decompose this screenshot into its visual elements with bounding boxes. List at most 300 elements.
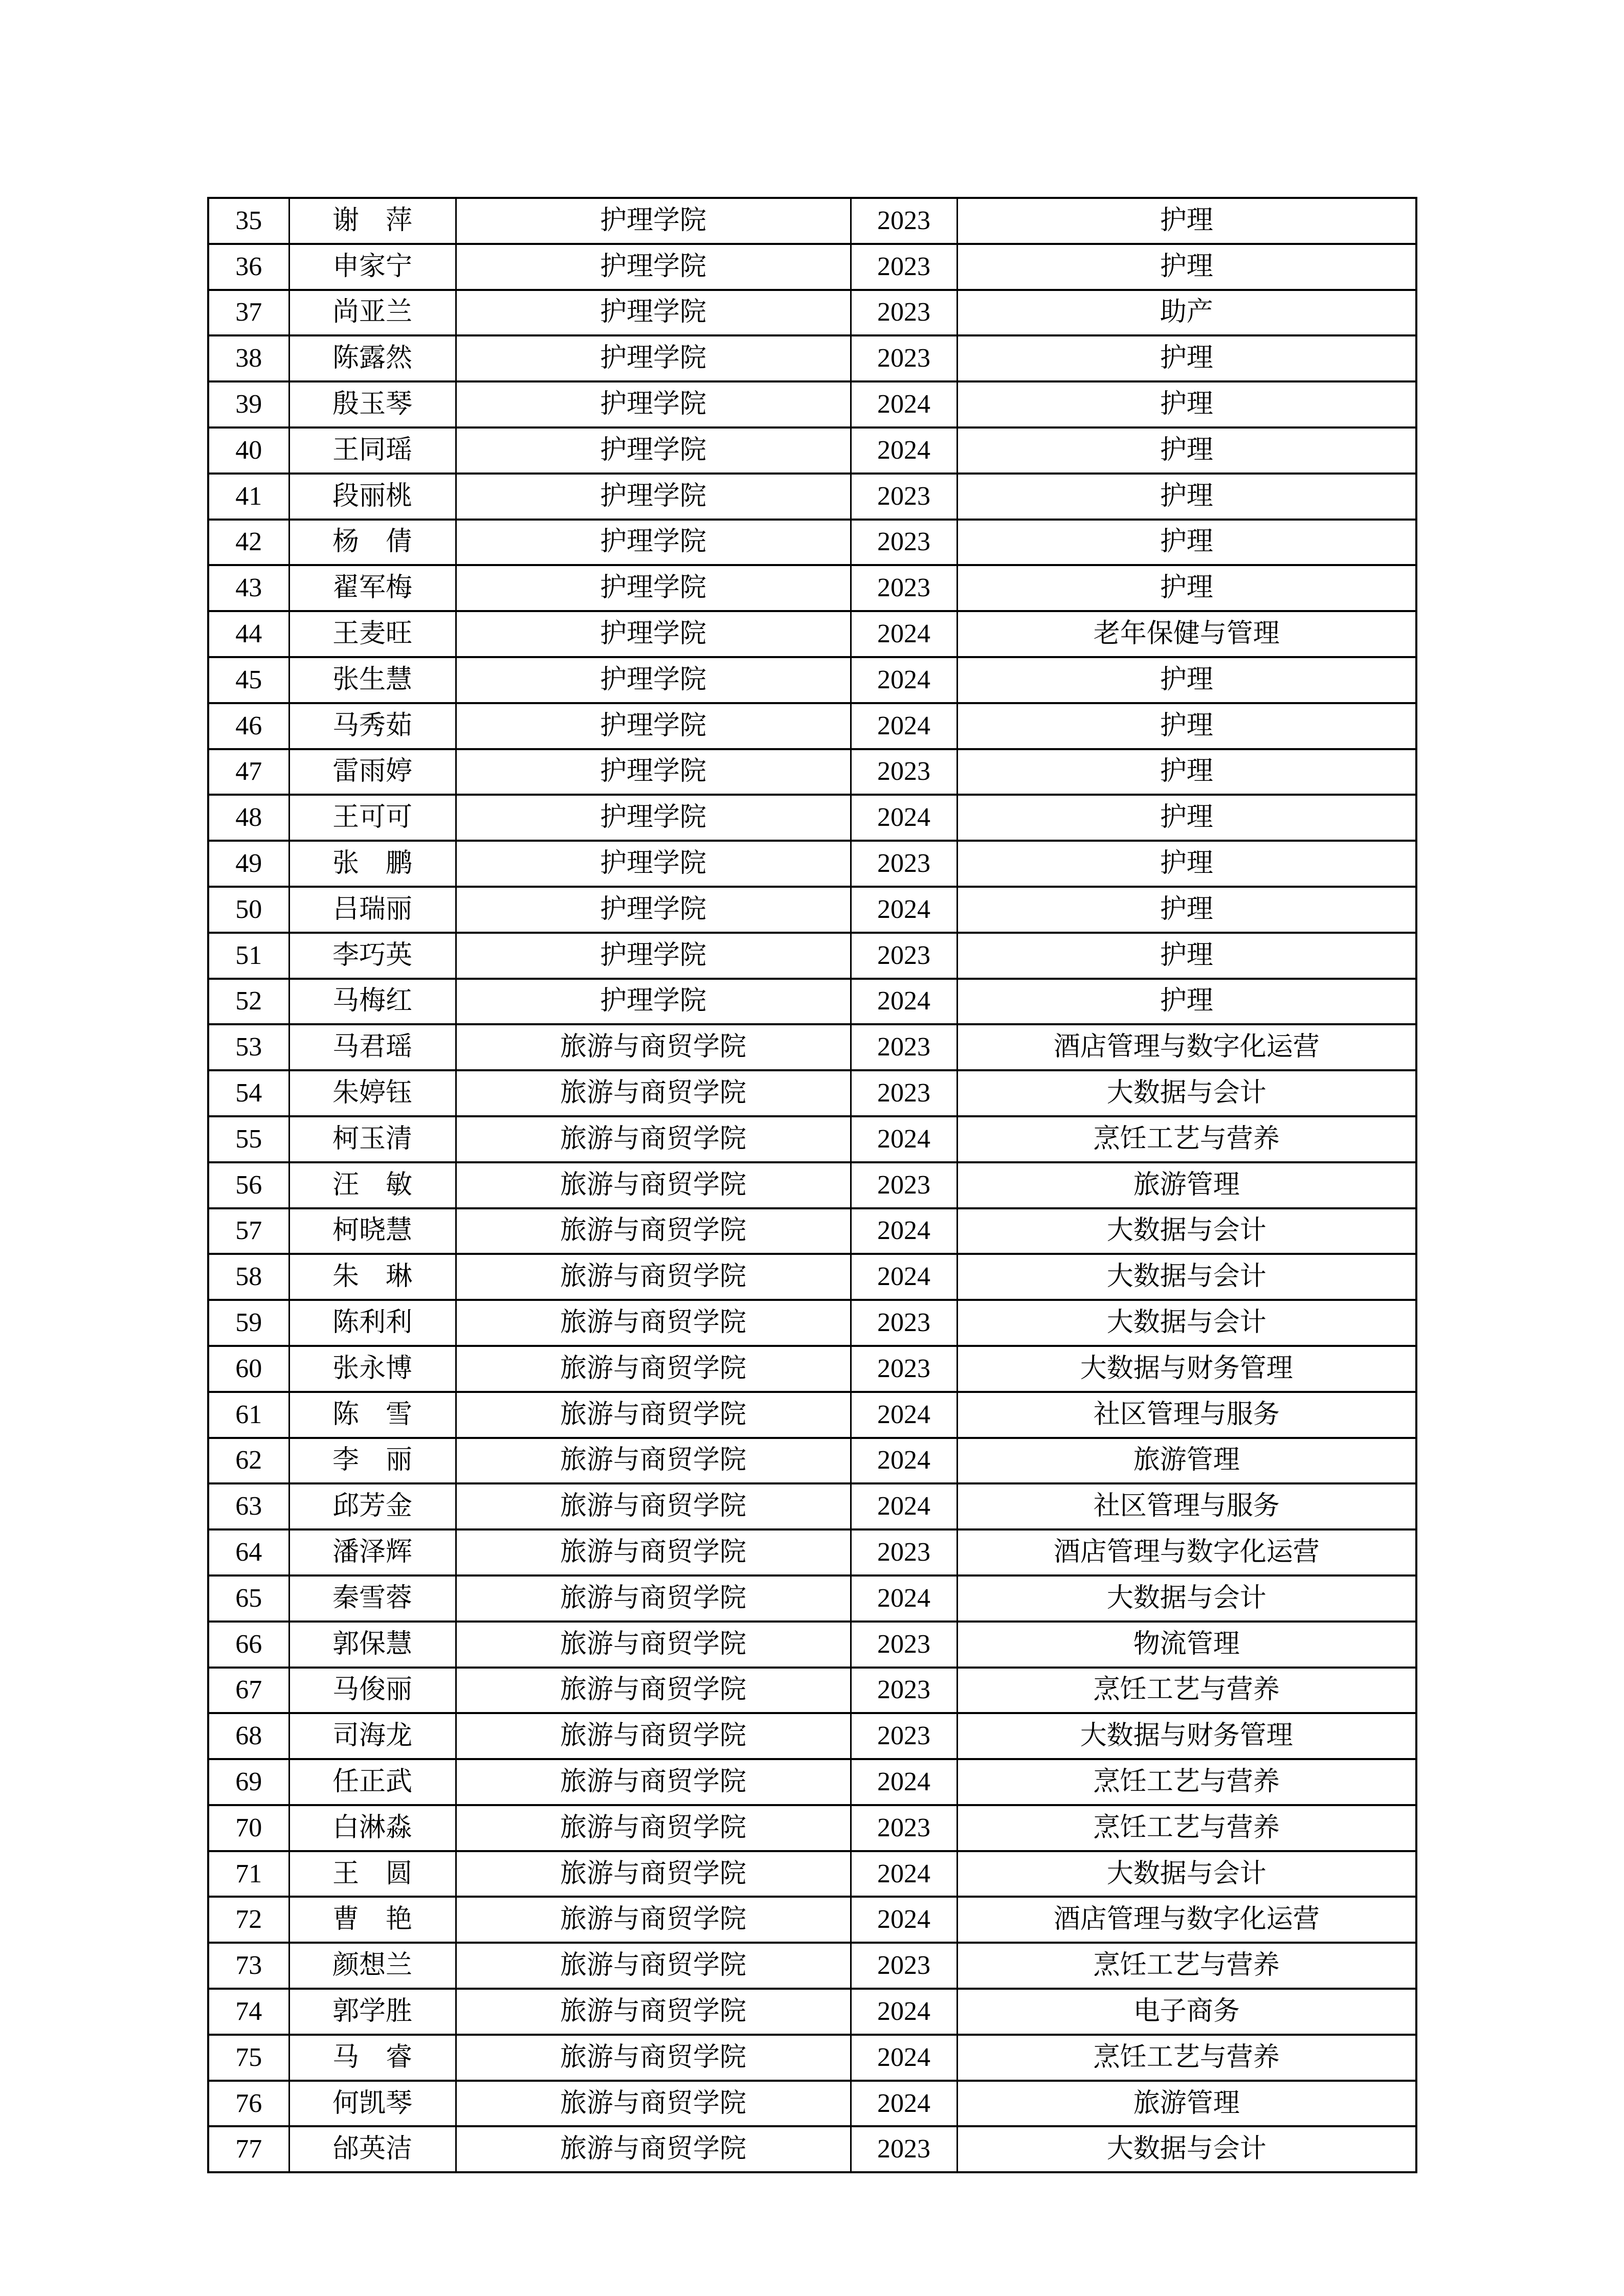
- table-row: [208, 244, 1416, 290]
- student-name-text: 马俊丽: [332, 1675, 412, 1705]
- college-cell: [456, 1254, 851, 1300]
- major-text: 大数据与会计: [1106, 1583, 1266, 1613]
- grade-year-cell: [851, 381, 957, 427]
- student-name-text: 尚亚兰: [332, 298, 412, 327]
- row-number-text: 47: [235, 757, 262, 786]
- college-text: 护理学院: [599, 757, 706, 786]
- major-cell: [957, 198, 1416, 244]
- student-name-text: 郭学胜: [332, 1996, 412, 2026]
- major-cell: [957, 1392, 1416, 1438]
- row-number-cell: [208, 1070, 289, 1116]
- grade-year-cell: [851, 1897, 957, 1943]
- major-cell: [957, 1070, 1416, 1116]
- college-cell: [456, 290, 851, 336]
- row-number-text: 66: [235, 1629, 262, 1659]
- major-text: 烹饪工艺与营养: [1093, 1813, 1280, 1842]
- major-cell: [957, 335, 1416, 381]
- student-name-text: 陈利利: [332, 1308, 412, 1338]
- major-text: 老年保健与管理: [1093, 619, 1280, 649]
- grade-year-cell: [851, 1575, 957, 1622]
- grade-year-cell: [851, 749, 957, 795]
- college-text: 护理学院: [599, 711, 706, 740]
- table-row: [208, 611, 1416, 657]
- major-text: 旅游管理: [1133, 1446, 1240, 1475]
- row-number-text: 62: [235, 1446, 262, 1475]
- row-number-cell: [208, 1162, 289, 1208]
- row-number-cell: [208, 474, 289, 520]
- row-number-cell: [208, 520, 289, 566]
- row-number-text: 56: [235, 1170, 262, 1200]
- grade-year-text: 2023: [877, 1032, 930, 1062]
- major-text: 大数据与会计: [1106, 1078, 1266, 1108]
- table-row: [208, 1438, 1416, 1484]
- row-number-cell: [208, 2081, 289, 2127]
- grade-year-cell: [851, 1805, 957, 1851]
- major-cell: [957, 1575, 1416, 1622]
- major-cell: [957, 933, 1416, 979]
- row-number-text: 70: [235, 1813, 262, 1842]
- student-name-text: 张永博: [332, 1354, 412, 1383]
- student-name-cell: [289, 1070, 456, 1116]
- student-name-cell: [289, 474, 456, 520]
- major-text: 烹饪工艺与营养: [1093, 1767, 1280, 1796]
- row-number-cell: [208, 335, 289, 381]
- college-text: 护理学院: [599, 665, 706, 694]
- student-name-text: 邱芳金: [332, 1492, 412, 1521]
- grade-year-text: 2023: [877, 252, 930, 281]
- row-number-cell: [208, 887, 289, 933]
- student-name-cell: [289, 657, 456, 703]
- grade-year-cell: [851, 1116, 957, 1162]
- grade-year-cell: [851, 474, 957, 520]
- grade-year-cell: [851, 1851, 957, 1897]
- row-number-text: 60: [235, 1354, 262, 1383]
- row-number-text: 71: [235, 1859, 262, 1888]
- major-cell: [957, 1668, 1416, 1714]
- table-row: [208, 703, 1416, 749]
- grade-year-cell: [851, 520, 957, 566]
- table-row: [208, 1070, 1416, 1116]
- student-name-text: 何凯琴: [332, 2088, 412, 2118]
- row-number-cell: [208, 749, 289, 795]
- grade-year-text: 2023: [877, 1721, 930, 1751]
- major-cell: [957, 979, 1416, 1025]
- student-name-cell: [289, 1943, 456, 1989]
- grade-year-text: 2023: [877, 573, 930, 603]
- major-cell: [957, 887, 1416, 933]
- college-cell: [456, 795, 851, 841]
- student-name-text: 朱琳: [332, 1262, 439, 1292]
- major-text: 大数据与财务管理: [1080, 1354, 1293, 1383]
- student-name-text: 马君瑶: [332, 1032, 412, 1062]
- college-cell: [456, 1483, 851, 1529]
- student-name-cell: [289, 427, 456, 474]
- student-name-text: 吕瑞丽: [332, 894, 412, 924]
- table-row: [208, 1575, 1416, 1622]
- student-name-text: 谢萍: [332, 206, 439, 235]
- row-number-cell: [208, 1346, 289, 1392]
- grade-year-cell: [851, 979, 957, 1025]
- grade-year-cell: [851, 611, 957, 657]
- major-cell: [957, 841, 1416, 887]
- grade-year-cell: [851, 1208, 957, 1254]
- major-text: 电子商务: [1133, 1996, 1240, 2026]
- student-name-cell: [289, 1116, 456, 1162]
- row-number-text: 48: [235, 803, 262, 832]
- major-cell: [957, 1254, 1416, 1300]
- student-name-text: 马睿: [332, 2042, 439, 2072]
- grade-year-cell: [851, 1392, 957, 1438]
- table-row: [208, 657, 1416, 703]
- grade-year-cell: [851, 198, 957, 244]
- row-number-cell: [208, 427, 289, 474]
- row-number-text: 58: [235, 1262, 262, 1292]
- row-number-cell: [208, 1668, 289, 1714]
- major-cell: [957, 474, 1416, 520]
- major-cell: [957, 749, 1416, 795]
- college-text: 旅游与商贸学院: [560, 1170, 746, 1200]
- major-cell: [957, 1851, 1416, 1897]
- major-text: 酒店管理与数字化运营: [1053, 1032, 1320, 1062]
- major-text: 酒店管理与数字化运营: [1053, 1538, 1320, 1567]
- grade-year-text: 2024: [877, 1446, 930, 1475]
- table-row: [208, 381, 1416, 427]
- row-number-text: 52: [235, 986, 262, 1016]
- grade-year-cell: [851, 565, 957, 611]
- student-name-cell: [289, 933, 456, 979]
- table-row: [208, 1162, 1416, 1208]
- table-row: [208, 1116, 1416, 1162]
- table-row: [208, 933, 1416, 979]
- major-cell: [957, 290, 1416, 336]
- row-number-cell: [208, 1897, 289, 1943]
- table-row: [208, 2126, 1416, 2172]
- college-text: 护理学院: [599, 894, 706, 924]
- student-name-text: 曹艳: [332, 1905, 439, 1934]
- student-name-cell: [289, 1162, 456, 1208]
- college-cell: [456, 1943, 851, 1989]
- college-text: 旅游与商贸学院: [560, 1813, 746, 1842]
- student-name-text: 李巧英: [332, 940, 412, 970]
- college-cell: [456, 1346, 851, 1392]
- grade-year-cell: [851, 1162, 957, 1208]
- college-text: 护理学院: [599, 481, 706, 511]
- major-text: 护理: [1160, 894, 1213, 924]
- major-text: 社区管理与服务: [1093, 1492, 1280, 1521]
- grade-year-text: 2024: [877, 1905, 930, 1934]
- student-name-text: 殷玉琴: [332, 390, 412, 419]
- major-cell: [957, 1713, 1416, 1759]
- college-cell: [456, 1300, 851, 1346]
- grade-year-text: 2024: [877, 2088, 930, 2118]
- row-number-cell: [208, 381, 289, 427]
- grade-year-cell: [851, 1943, 957, 1989]
- grade-year-text: 2023: [877, 1951, 930, 1980]
- row-number-cell: [208, 1024, 289, 1070]
- student-name-cell: [289, 1668, 456, 1714]
- college-text: 护理学院: [599, 940, 706, 970]
- major-text: 大数据与财务管理: [1080, 1721, 1293, 1751]
- major-text: 助产: [1160, 298, 1213, 327]
- row-number-text: 65: [235, 1583, 262, 1613]
- student-name-text: 马梅红: [332, 986, 412, 1016]
- major-text: 烹饪工艺与营养: [1093, 1124, 1280, 1154]
- major-cell: [957, 795, 1416, 841]
- grade-year-text: 2023: [877, 2134, 930, 2164]
- grade-year-text: 2023: [877, 757, 930, 786]
- grade-year-cell: [851, 841, 957, 887]
- student-name-text: 秦雪蓉: [332, 1583, 412, 1613]
- major-cell: [957, 1162, 1416, 1208]
- row-number-text: 45: [235, 665, 262, 694]
- row-number-cell: [208, 1116, 289, 1162]
- college-text: 护理学院: [599, 803, 706, 832]
- college-cell: [456, 1070, 851, 1116]
- college-cell: [456, 1024, 851, 1070]
- row-number-text: 74: [235, 1996, 262, 2026]
- row-number-text: 61: [235, 1400, 262, 1429]
- college-cell: [456, 1668, 851, 1714]
- grade-year-text: 2023: [877, 1629, 930, 1659]
- grade-year-cell: [851, 703, 957, 749]
- major-cell: [957, 244, 1416, 290]
- table-row: [208, 1713, 1416, 1759]
- college-cell: [456, 1851, 851, 1897]
- grade-year-cell: [851, 1483, 957, 1529]
- college-text: 旅游与商贸学院: [560, 1859, 746, 1888]
- student-name-cell: [289, 1713, 456, 1759]
- grade-year-cell: [851, 1622, 957, 1668]
- grade-year-text: 2024: [877, 390, 930, 419]
- grade-year-text: 2024: [877, 1859, 930, 1888]
- row-number-text: 42: [235, 527, 262, 557]
- grade-year-cell: [851, 427, 957, 474]
- grade-year-text: 2024: [877, 1583, 930, 1613]
- major-text: 烹饪工艺与营养: [1093, 1951, 1280, 1980]
- row-number-text: 41: [235, 481, 262, 511]
- grade-year-text: 2024: [877, 986, 930, 1016]
- grade-year-text: 2023: [877, 527, 930, 557]
- grade-year-cell: [851, 2035, 957, 2081]
- student-name-text: 潘泽辉: [332, 1538, 412, 1567]
- row-number-cell: [208, 1300, 289, 1346]
- grade-year-text: 2023: [877, 206, 930, 235]
- row-number-cell: [208, 565, 289, 611]
- college-cell: [456, 611, 851, 657]
- row-number-cell: [208, 1529, 289, 1575]
- college-cell: [456, 2035, 851, 2081]
- college-cell: [456, 244, 851, 290]
- table-row: [208, 1622, 1416, 1668]
- row-number-text: 76: [235, 2088, 262, 2118]
- student-name-cell: [289, 1529, 456, 1575]
- student-name-cell: [289, 1438, 456, 1484]
- student-name-text: 陈雪: [332, 1400, 439, 1429]
- grade-year-text: 2023: [877, 849, 930, 879]
- table-row: [208, 795, 1416, 841]
- major-cell: [957, 1116, 1416, 1162]
- student-name-text: 柯玉清: [332, 1124, 412, 1154]
- table-row: [208, 1668, 1416, 1714]
- row-number-cell: [208, 1483, 289, 1529]
- row-number-cell: [208, 1851, 289, 1897]
- major-text: 大数据与会计: [1106, 1308, 1266, 1338]
- major-text: 大数据与会计: [1106, 1262, 1266, 1292]
- college-text: 旅游与商贸学院: [560, 2042, 746, 2072]
- major-cell: [957, 2126, 1416, 2172]
- row-number-text: 40: [235, 435, 262, 465]
- row-number-cell: [208, 1943, 289, 1989]
- major-cell: [957, 1529, 1416, 1575]
- college-text: 护理学院: [599, 527, 706, 557]
- college-cell: [456, 1575, 851, 1622]
- row-number-cell: [208, 1989, 289, 2035]
- table-row: [208, 335, 1416, 381]
- row-number-text: 54: [235, 1078, 262, 1108]
- table-row: [208, 427, 1416, 474]
- grade-year-text: 2023: [877, 1078, 930, 1108]
- grade-year-text: 2024: [877, 2042, 930, 2072]
- table-row: [208, 1346, 1416, 1392]
- college-text: 旅游与商贸学院: [560, 1675, 746, 1705]
- student-name-text: 王圆: [332, 1859, 439, 1888]
- grade-year-text: 2023: [877, 1354, 930, 1383]
- row-number-cell: [208, 979, 289, 1025]
- major-text: 护理: [1160, 849, 1213, 879]
- student-name-text: 翟军梅: [332, 573, 412, 603]
- row-number-text: 50: [235, 894, 262, 924]
- major-cell: [957, 427, 1416, 474]
- row-number-cell: [208, 933, 289, 979]
- college-cell: [456, 979, 851, 1025]
- college-text: 护理学院: [599, 435, 706, 465]
- college-text: 旅游与商贸学院: [560, 1032, 746, 1062]
- student-name-cell: [289, 565, 456, 611]
- student-name-text: 张鹏: [332, 849, 439, 879]
- college-text: 旅游与商贸学院: [560, 1583, 746, 1613]
- major-cell: [957, 1805, 1416, 1851]
- major-cell: [957, 2035, 1416, 2081]
- student-name-text: 柯晓慧: [332, 1216, 412, 1246]
- grade-year-text: 2023: [877, 1813, 930, 1842]
- major-text: 护理: [1160, 527, 1213, 557]
- table-row: [208, 1483, 1416, 1529]
- table-row: [208, 1943, 1416, 1989]
- row-number-text: 35: [235, 206, 262, 235]
- major-text: 物流管理: [1133, 1629, 1240, 1659]
- row-number-text: 51: [235, 940, 262, 970]
- grade-year-cell: [851, 1759, 957, 1805]
- grade-year-text: 2024: [877, 435, 930, 465]
- grade-year-cell: [851, 933, 957, 979]
- student-name-cell: [289, 290, 456, 336]
- major-text: 大数据与会计: [1106, 2134, 1266, 2164]
- major-text: 大数据与会计: [1106, 1216, 1266, 1246]
- student-name-cell: [289, 1300, 456, 1346]
- major-cell: [957, 1989, 1416, 2035]
- table-row: [208, 520, 1416, 566]
- major-text: 护理: [1160, 481, 1213, 511]
- major-text: 酒店管理与数字化运营: [1053, 1905, 1320, 1934]
- row-number-text: 67: [235, 1675, 262, 1705]
- row-number-text: 43: [235, 573, 262, 603]
- row-number-text: 49: [235, 849, 262, 879]
- student-name-cell: [289, 887, 456, 933]
- student-name-cell: [289, 2126, 456, 2172]
- student-name-cell: [289, 749, 456, 795]
- grade-year-cell: [851, 290, 957, 336]
- row-number-text: 38: [235, 344, 262, 373]
- major-text: 护理: [1160, 252, 1213, 281]
- college-cell: [456, 1805, 851, 1851]
- student-name-text: 王可可: [332, 803, 412, 832]
- major-text: 大数据与会计: [1106, 1859, 1266, 1888]
- grade-year-cell: [851, 1989, 957, 2035]
- table-row: [208, 979, 1416, 1025]
- college-text: 旅游与商贸学院: [560, 1951, 746, 1980]
- row-number-text: 37: [235, 298, 262, 327]
- student-name-cell: [289, 795, 456, 841]
- row-number-text: 39: [235, 390, 262, 419]
- grade-year-cell: [851, 1070, 957, 1116]
- college-cell: [456, 657, 851, 703]
- row-number-text: 73: [235, 1951, 262, 1980]
- student-name-text: 马秀茹: [332, 711, 412, 740]
- row-number-text: 69: [235, 1767, 262, 1796]
- student-name-cell: [289, 244, 456, 290]
- student-name-cell: [289, 381, 456, 427]
- table-row: [208, 1851, 1416, 1897]
- college-text: 护理学院: [599, 298, 706, 327]
- row-number-text: 44: [235, 619, 262, 649]
- student-name-text: 郭保慧: [332, 1629, 412, 1659]
- college-cell: [456, 198, 851, 244]
- college-cell: [456, 887, 851, 933]
- row-number-cell: [208, 1759, 289, 1805]
- grade-year-cell: [851, 1668, 957, 1714]
- table-row: [208, 1300, 1416, 1346]
- grade-year-cell: [851, 1024, 957, 1070]
- table-row: [208, 1759, 1416, 1805]
- major-cell: [957, 1208, 1416, 1254]
- grade-year-cell: [851, 2081, 957, 2127]
- college-text: 旅游与商贸学院: [560, 1996, 746, 2026]
- row-number-cell: [208, 703, 289, 749]
- college-text: 护理学院: [599, 849, 706, 879]
- student-name-text: 司海龙: [332, 1721, 412, 1751]
- grade-year-cell: [851, 795, 957, 841]
- college-text: 旅游与商贸学院: [560, 1124, 746, 1154]
- college-cell: [456, 1713, 851, 1759]
- grade-year-text: 2024: [877, 1400, 930, 1429]
- student-name-text: 李丽: [332, 1446, 439, 1475]
- row-number-text: 63: [235, 1492, 262, 1521]
- grade-year-cell: [851, 2126, 957, 2172]
- student-name-cell: [289, 1805, 456, 1851]
- college-cell: [456, 933, 851, 979]
- major-cell: [957, 703, 1416, 749]
- college-cell: [456, 427, 851, 474]
- college-cell: [456, 1529, 851, 1575]
- grade-year-text: 2023: [877, 481, 930, 511]
- student-name-text: 王同瑶: [332, 435, 412, 465]
- college-text: 旅游与商贸学院: [560, 1308, 746, 1338]
- row-number-text: 53: [235, 1032, 262, 1062]
- grade-year-cell: [851, 1254, 957, 1300]
- college-cell: [456, 1989, 851, 2035]
- row-number-text: 57: [235, 1216, 262, 1246]
- student-name-cell: [289, 1759, 456, 1805]
